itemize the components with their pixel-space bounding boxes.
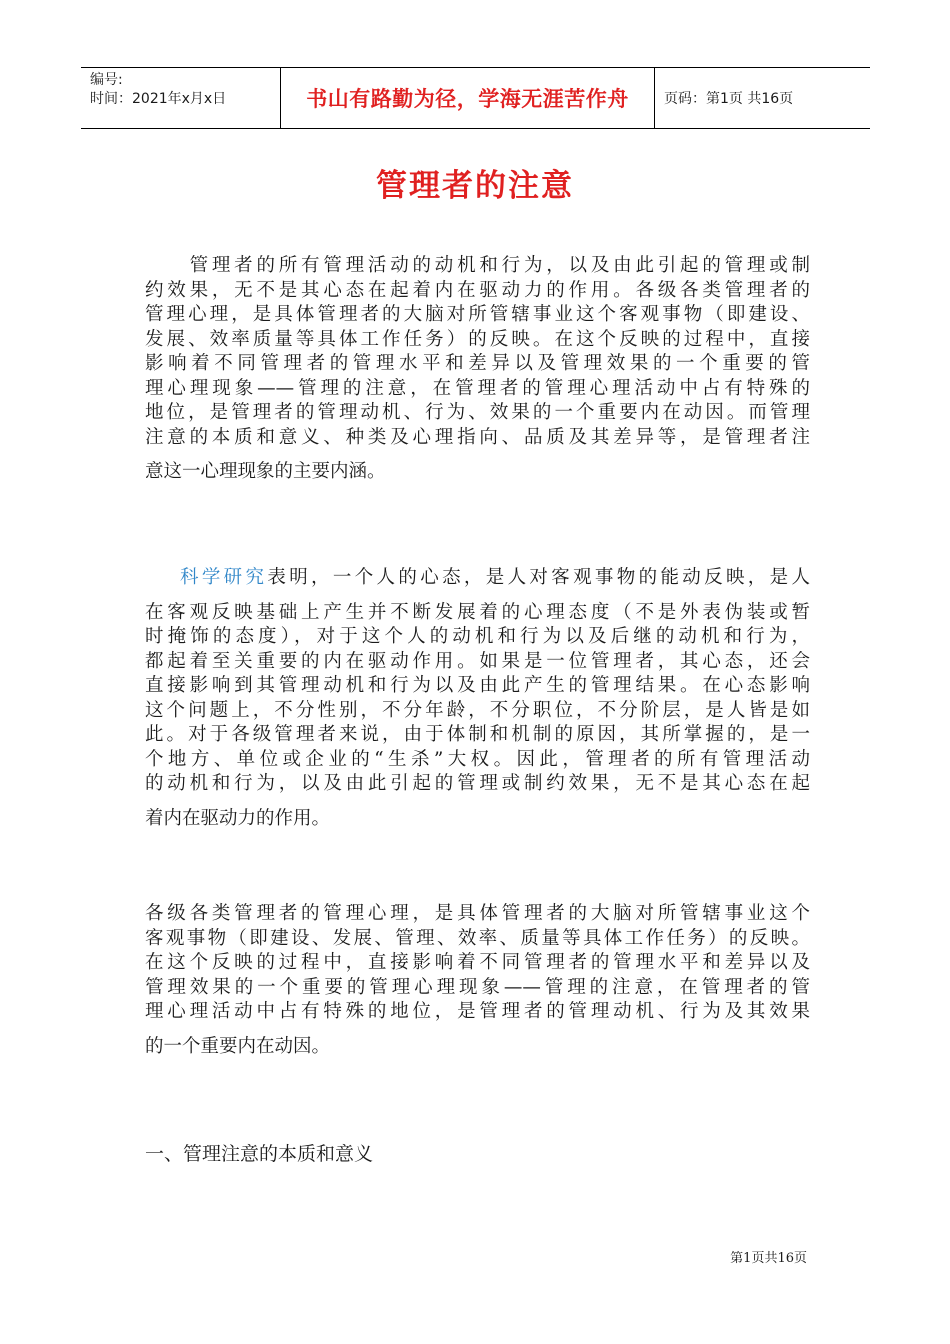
paragraph-line: 的动机和行为，以及由此引起的管理或制约效果，无不是其心态在起 [145,773,810,794]
paragraph-line: 地位，是管理者的管理动机、行为、效果的一个重要内在动因。而管理 [145,402,810,423]
document-title: 管理者的注意 [376,168,574,204]
paragraph-line: 这个问题上，不分性别，不分年龄，不分职位，不分阶层，是人皆是如 [145,699,810,721]
science-research-link[interactable]: 科学研究 [180,567,268,588]
paragraph-line: 着内在驱动力的作用。 [145,807,331,829]
paragraph-line: 理心理现象——管理的注意，在管理者的管理心理活动中占有特殊的 [145,377,810,399]
doc-time-label: 时间：2021年x月x日 [90,91,227,107]
paragraph-line: 时掩饰的态度），对于这个人的动机和行为以及后继的动机和行为， [145,626,810,647]
paragraph-line: 在客观反映基础上产生并不断发展着的心理态度（不是外表伪装或暂 [145,601,810,623]
paragraph-3 [145,902,810,1059]
paragraph-line: 影响着不同管理者的管理水平和差异以及管理效果的一个重要的管 [145,353,810,374]
paragraph-2 [145,566,810,831]
header-table [81,67,870,129]
header-motto: 书山有路勤为径，学海无涯苦作舟 [281,68,655,128]
paragraph-line: 管理心理，是具体管理者的大脑对所管辖事业这个客观事物（即建设、 [145,304,810,325]
header-page-info: 页码：第1页 共16页 [664,91,794,107]
paragraph-line: 直接影响到其管理动机和行为以及由此产生的管理结果。在心态影响 [145,675,810,696]
paragraph-text: 表明，一个人的心态，是人对客观事物的能动反映，是人 [267,567,810,588]
paragraph-line: 发展、效率质量等具体工作任务）的反映。在这个反映的过程中，直接 [145,328,810,350]
paragraph-line: 都起着至关重要的内在驱动作用。如果是一位管理者，其心态，还会 [145,650,810,672]
paragraph-line: 意这一心理现象的主要内涵。 [145,461,386,482]
paragraph-line: 管理效果的一个重要的管理心理现象——管理的注意，在管理者的管 [145,976,810,998]
paragraph-line: 管理者的所有管理活动的动机和行为，以及由此引起的管理或制 [145,255,810,276]
paragraph-line: 在这个反映的过程中，直接影响着不同管理者的管理水平和差异以及 [145,952,810,973]
paragraph-line: 注意的本质和意义、种类及心理指向、品质及其差异等，是管理者注 [145,426,810,448]
paragraph-line: 理心理活动中占有特殊的地位，是管理者的管理动机、行为及其效果 [145,1001,810,1022]
paragraph-1 [145,254,810,485]
header-meta-cell [81,68,281,128]
section-heading: 一、管理注意的本质和意义 [145,1143,374,1165]
paragraph-line: 个地方、单位或企业的“生杀”大权。因此，管理者的所有管理活动 [145,748,810,770]
paragraph-line: 客观事物（即建设、发展、管理、效率、质量等具体工作任务）的反映。 [145,927,810,949]
paragraph-line [145,566,810,591]
paragraph-line: 的一个重要内在动因。 [145,1035,331,1057]
page-footer: 第1页共16页 [730,1251,807,1266]
paragraph-line: 此。对于各级管理者来说，由于体制和机制的原因，其所掌握的，是一 [145,724,810,745]
doc-number-label: 编号: [90,72,123,88]
paragraph-line: 各级各类管理者的管理心理，是具体管理者的大脑对所管辖事业这个 [145,903,810,924]
paragraph-line: 约效果，无不是其心态在起着内在驱动力的作用。各级各类管理者的 [145,279,810,301]
